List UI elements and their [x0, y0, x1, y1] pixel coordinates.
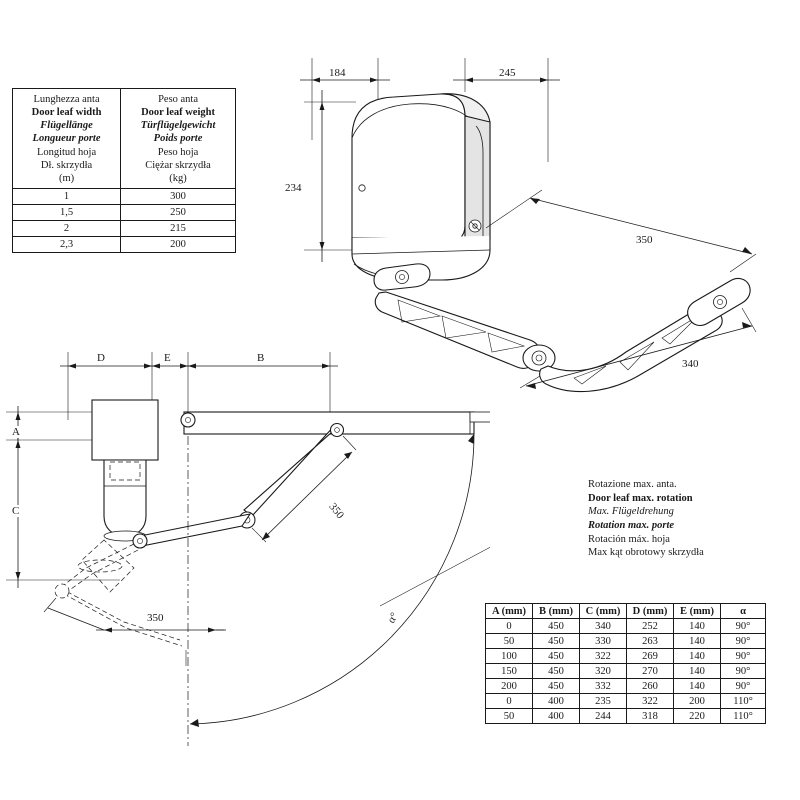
dim-label-arm-340: 340	[682, 358, 699, 370]
spec-header-weight-pl: Ciężar skrzydła	[145, 159, 211, 171]
table-row	[13, 188, 236, 204]
dim-cell-A: 0	[486, 694, 533, 709]
dim-cell-B: 450	[533, 649, 580, 664]
spec-cell-width: 1	[13, 188, 121, 204]
spec-cell-weight: 250	[121, 205, 236, 221]
dim-label-245: 245	[499, 67, 516, 79]
dim-cell-B: 450	[533, 619, 580, 634]
dim-cell-A: 200	[486, 679, 533, 694]
table-row	[486, 694, 766, 709]
dim-col-E: E (mm)	[674, 604, 721, 619]
spec-header-weight-es: Peso hoja	[157, 146, 199, 158]
dim-cell-D: 318	[627, 709, 674, 724]
table-row	[486, 634, 766, 649]
spec-header-weight-de: Türflügelgewicht	[140, 120, 216, 132]
plan-label-E: E	[164, 352, 171, 364]
spec-cell-width: 2,3	[13, 237, 121, 253]
dim-cell-A: 0	[486, 619, 533, 634]
plan-label-alpha: α°	[385, 610, 401, 626]
dim-cell-E: 220	[674, 709, 721, 724]
plan-dim-350-lower: 350	[147, 612, 164, 624]
dim-cell-E: 140	[674, 619, 721, 634]
dim-label-234: 234	[285, 182, 302, 194]
dim-col-D: D (mm)	[627, 604, 674, 619]
dim-cell-C: 320	[580, 664, 627, 679]
dim-cell-E: 140	[674, 664, 721, 679]
dim-cell-alpha: 110°	[721, 694, 766, 709]
dim-cell-E: 200	[674, 694, 721, 709]
spec-table-header-row	[13, 89, 236, 189]
plan-label-A: A	[12, 426, 20, 438]
rotation-caption-fr: Rotation max. porte	[588, 519, 675, 531]
dim-cell-alpha: 90°	[721, 634, 766, 649]
spec-header-width-unit: (m)	[58, 172, 75, 184]
dim-cell-C: 332	[580, 679, 627, 694]
door-leaf-spec-table	[12, 88, 236, 253]
dim-cell-C: 330	[580, 634, 627, 649]
dim-cell-A: 150	[486, 664, 533, 679]
rotation-caption-block	[588, 478, 704, 560]
spec-header-weight-en: Door leaf weight	[141, 107, 215, 119]
rotation-caption-it: Rotazione max. anta.	[588, 479, 677, 490]
dim-cell-A: 50	[486, 634, 533, 649]
dim-cell-C: 340	[580, 619, 627, 634]
dim-label-184: 184	[329, 67, 346, 79]
table-row	[486, 619, 766, 634]
dim-table-header-row	[486, 604, 766, 619]
plan-label-D: D	[97, 352, 105, 364]
dim-cell-B: 400	[533, 694, 580, 709]
dim-col-alpha: α	[721, 604, 766, 619]
dim-cell-A: 100	[486, 649, 533, 664]
table-row	[486, 679, 766, 694]
dimension-values-table	[485, 603, 766, 724]
dim-cell-D: 270	[627, 664, 674, 679]
table-row	[486, 649, 766, 664]
dim-cell-A: 50	[486, 709, 533, 724]
dim-cell-alpha: 90°	[721, 664, 766, 679]
dim-cell-E: 140	[674, 679, 721, 694]
dim-cell-B: 450	[533, 634, 580, 649]
plan-dim-350-arm: 350	[326, 500, 347, 522]
spec-header-width-en: Door leaf width	[31, 107, 102, 119]
dim-col-A: A (mm)	[486, 604, 533, 619]
plan-label-B: B	[257, 352, 265, 364]
spec-cell-width: 2	[13, 221, 121, 237]
spec-header-width	[13, 89, 121, 189]
dim-cell-E: 140	[674, 649, 721, 664]
spec-header-weight-unit: (kg)	[169, 172, 187, 184]
spec-header-weight	[121, 89, 236, 189]
rotation-caption-en: Door leaf max. rotation	[588, 492, 693, 504]
dim-col-C: C (mm)	[580, 604, 627, 619]
dim-cell-B: 400	[533, 709, 580, 724]
spec-header-weight-fr: Poids porte	[153, 133, 203, 145]
spec-cell-weight: 215	[121, 221, 236, 237]
dim-cell-B: 450	[533, 664, 580, 679]
spec-header-width-fr: Longueur porte	[32, 133, 101, 145]
plan-view-diagram	[0, 340, 490, 780]
dim-cell-E: 140	[674, 634, 721, 649]
rotation-caption-pl: Max kąt obrotowy skrzydła	[588, 547, 704, 559]
table-row	[486, 664, 766, 679]
dim-cell-D: 269	[627, 649, 674, 664]
spec-header-width-it: Lunghezza anta	[33, 94, 100, 105]
dim-cell-alpha: 90°	[721, 619, 766, 634]
table-row	[486, 709, 766, 724]
dim-cell-C: 322	[580, 649, 627, 664]
table-row	[13, 221, 236, 237]
dim-cell-C: 244	[580, 709, 627, 724]
plan-label-C: C	[12, 505, 20, 517]
dim-cell-B: 450	[533, 679, 580, 694]
dim-cell-alpha: 90°	[721, 679, 766, 694]
spec-cell-width: 1,5	[13, 205, 121, 221]
spec-header-width-es: Longitud hoja	[36, 146, 97, 158]
dim-cell-D: 260	[627, 679, 674, 694]
rotation-caption-es: Rotación máx. hoja	[588, 533, 670, 545]
spec-header-width-pl: Dł. skrzydła	[40, 159, 93, 171]
dim-label-arm-350: 350	[636, 234, 653, 246]
spec-header-width-de: Flügellänge	[40, 120, 93, 132]
rotation-caption-de: Max. Flügeldrehung	[588, 506, 674, 518]
dim-col-B: B (mm)	[533, 604, 580, 619]
table-row	[13, 205, 236, 221]
dim-cell-alpha: 110°	[721, 709, 766, 724]
dim-cell-D: 322	[627, 694, 674, 709]
spec-header-weight-it: Peso anta	[158, 94, 199, 105]
dim-cell-D: 252	[627, 619, 674, 634]
dim-cell-D: 263	[627, 634, 674, 649]
table-row	[13, 237, 236, 253]
spec-cell-weight: 200	[121, 237, 236, 253]
spec-cell-weight: 300	[121, 188, 236, 204]
dim-cell-C: 235	[580, 694, 627, 709]
dim-cell-alpha: 90°	[721, 649, 766, 664]
